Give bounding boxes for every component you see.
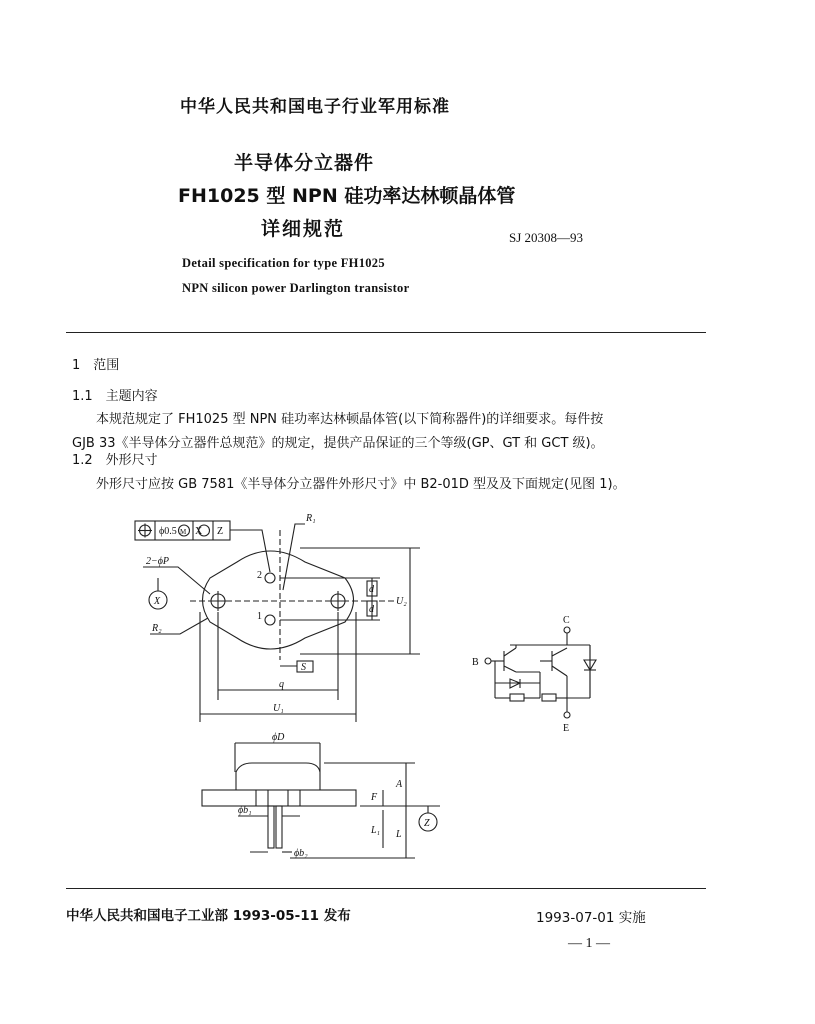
label-q: q <box>279 679 284 690</box>
tolerance-x: X <box>195 526 203 537</box>
section-1-1-paragraph-line-1: 本规范规定了 FH1025 型 NPN 硅功率达林顿晶体管(以下简称器件)的详细要求。每件按 <box>96 412 604 427</box>
label-f: F <box>371 792 378 803</box>
effective-date: 1993-07-01 实施 <box>536 910 646 926</box>
label-l1: L₁ <box>371 825 381 836</box>
title-line-2: FH1025 型 NPN 硅功率达林顿晶体管 <box>178 185 516 207</box>
label-r2: R₂ <box>152 623 162 634</box>
pin-2-label: 2 <box>257 570 262 581</box>
label-phib1: ϕb₁ <box>238 805 252 816</box>
section-1-1-paragraph-line-2: GJB 33《半导体分立器件总规范》的规定，提供产品保证的三个等级(GP、GT 和 GCT 级)。 <box>72 436 604 451</box>
publisher-line: 中华人民共和国电子工业部 1993-05-11 发布 <box>66 908 351 924</box>
label-2phiP: 2−ϕP <box>146 556 170 567</box>
english-title-line-2: NPN silicon power Darlington transistor <box>182 281 410 295</box>
section-1-2-paragraph: 外形尺寸应按 GB 7581《半导体分立器件外形尺寸》中 B2-01D 型及及下面规定(见图 1)。 <box>96 477 626 492</box>
pin-1-circle <box>265 615 275 625</box>
label-a: A <box>396 779 403 790</box>
datum-x: X <box>154 596 161 607</box>
label-l: L <box>396 829 402 840</box>
english-title-line-1: Detail specification for type FH1025 <box>182 256 385 270</box>
tolerance-value: ϕ0.5 <box>159 526 177 537</box>
standard-code: SJ 20308—93 <box>509 230 584 245</box>
org-title: 中华人民共和国电子行业军用标准 <box>180 97 450 117</box>
label-r1: R₁ <box>306 513 316 524</box>
label-phib2: ϕb₂ <box>294 848 308 859</box>
equivalent-circuit <box>485 627 596 718</box>
section-1-1-heading: 1.1 主题内容 <box>72 389 158 404</box>
circuit-e-label: E <box>563 723 570 734</box>
section-1-heading: 1 范围 <box>72 358 120 373</box>
title-line-1: 半导体分立器件 <box>234 152 375 174</box>
title-line-3: 详细规范 <box>261 218 346 240</box>
bottom-divider <box>66 888 706 889</box>
label-s: S <box>301 662 306 673</box>
section-1-2-heading: 1.2 外形尺寸 <box>72 453 158 468</box>
label-u2: U₂ <box>396 596 407 607</box>
label-phiD: ϕD <box>272 732 285 743</box>
label-d-1: d <box>369 584 374 595</box>
pin-2-circle <box>265 573 275 583</box>
circuit-b-label: B <box>472 657 479 668</box>
circuit-c-label: C <box>563 615 570 626</box>
label-d-2: d <box>369 604 374 615</box>
datum-z: Z <box>424 818 430 829</box>
package-outline-side <box>236 763 320 790</box>
tolerance-z: Z <box>217 526 224 537</box>
pin-1-label: 1 <box>257 611 262 622</box>
tolerance-m: M <box>180 528 187 536</box>
page-number: — 1 — <box>568 936 610 951</box>
label-u1: U₁ <box>273 703 284 714</box>
